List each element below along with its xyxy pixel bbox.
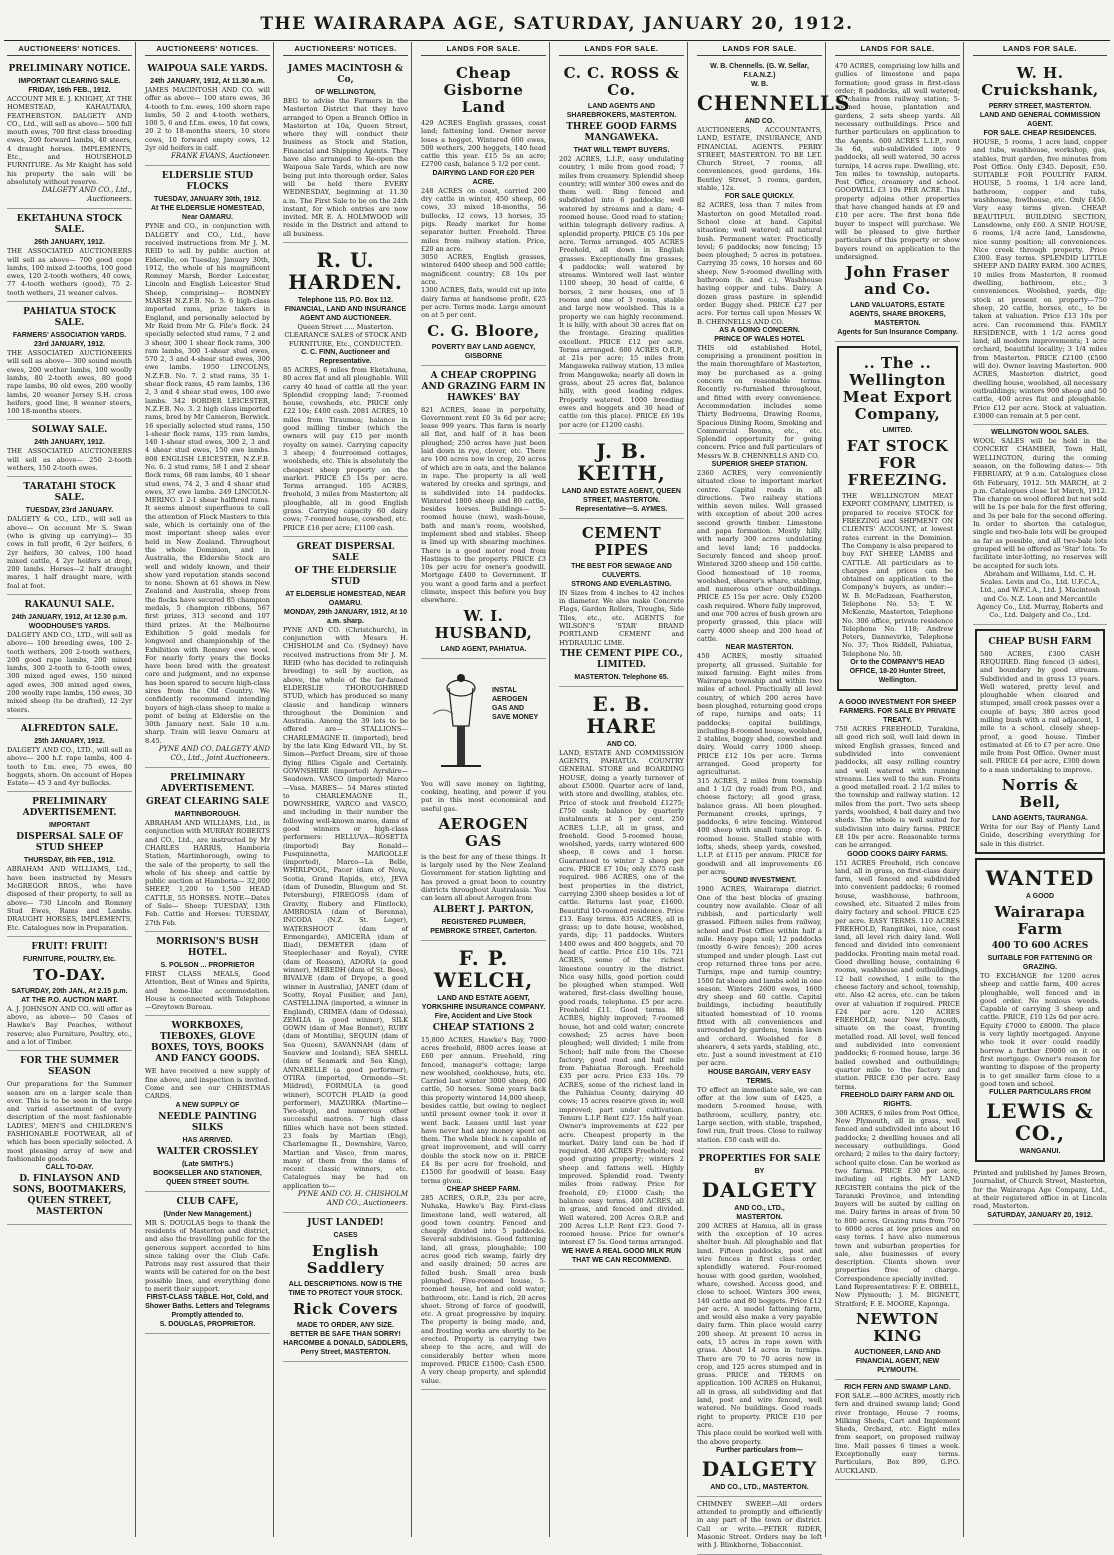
ad-body: 151 ACRES Freehold, rich concave land, all in grass, on first-class dairy farm, well fenced and subdivided into convenient paddocks; 6 roomed house, washhouse, bathroom, cowshed, etc. Situated 2 miles from dairy factory and school. PRICE £25 per acre. EASY TERMS. 110 ACRES FREEHOLD, Rangitikei, nice, coast land, all level rich dairy land. Well fenced and divided into convenient paddocks. Fronting main metal road. Good dwelling house, containing 6 rooms, washhouse and outbuildings, 12 bail cowshed, 1 mile to the cheese factory and school, township, etc. Also 42 acres, etc. can be taken over at valuation if required. PRICE £24 per acre. 120 ACRES FREEHOLD, near New Plymouth, situate on the coast, fronting metalled road. All level, well fenced and subdivided into convenient paddocks; 6 roomed house, large 36 bailed cowshed and outbuildings; quarter mile to the factory and station. PRICE £30 per acre. Easy terms.	[835, 858, 960, 1091]
ad-dispersal-stud-sheep	[7, 792, 132, 936]
ad-date: FRIDAY, 16th FEB., 1912.	[28, 87, 111, 94]
ad-signature: POVERTY BAY LAND AGENCY, GISBORNE	[431, 343, 536, 360]
ad-signature: BOOKSELLER AND STATIONER, QUEEN STREET SOUTH.	[153, 1169, 262, 1186]
ad-body: PYNE and CO., in conjunction with DALGETY and CO., Ltd., have received instructions from Mr J. M. REID to sell by public auction at Elderslie, on Tuesday, January 30th, 1912, the whole of his magnificent Romney Marsh, Border Leicester, Lincoln and English Leicester Stud Sheep, comprising— ROMNEY MARSH N.Z.F.B. No. 5. 6 high-class imported rams, prize takers in England, and personally selected by Mr Reid from Mr G. File's flock. 24 specially selected stud rams, 7 2 and 3 shear, 300 1 shear flock rams, 300 ram lambs, 300 1-shear stud ewes, 570 2, 3 and 4-shear stud ewes, 300 ewe lambs. 1950 LINCOLNS, N.Z.F.B. No. 7. 2 stud rams, 35 1-shear flock rams, 45 ram lambs, 136 2, 3 and 4 shear stud ewes, 100 ewe lambs. 342 BORDER LEICESTER, N.Z.F.B. No. 3. 2 high class imported rams, bred by Mr Cameron, Berwick. 16 specially selected stud rams, 150 1-shear flock rams, 135 ram lambs, 140 1-shear stud ewes, 300 2, 3 and 4 shear stud ewes, 150 ewe lambs. 808 ENGLISH LEICESTER, N.Z.F.B. No. 6. 2 stud rams, 58 1 and 2 shear flock rams, 68 ram lambs, 40 1 shear stud ewes, 74 2, 3 and 4 shear stud ewes, 37 ewe lambs. 249 LINCOLN-MERINO. 1 2-1 shear halfbred rams. It seems almost superfluous to call the attention of Flock Masters to this sale, which is certainly one of the most important sheep sales ever held in New Zealand. Throughout the whole Dominion, and in Australia, the Elderslie Stock are well and widely known, and their show yard reputation stands second to none. Shown at 61 shows in New Zealand and Australia, sheep from the flocks have secured 85 champion medals, 5 champion ribbons, 567 first prizes, 313 second and 107 third prizes. At the Melbourne Exhibition 5 gold medals for longwool and championship of the Exhibition with Romney ewe wool. For nearly forty years the flocks have been bred with the greatest care and judgment, and no expense has been spared to secure high-class sires from the Old Country. We confidently recommend intending buyers of high-class sheep to make a point of being at Elderslie on the 30th January next. Sale 10 a.m. sharp. Train will leave Oamaru at 8.45.	[145, 222, 270, 745]
ad-pahiatua	[7, 302, 132, 420]
masthead: THE WAIRARAPA AGE, SATURDAY, JANUARY 20, 1912.	[260, 14, 854, 34]
column-6	[694, 42, 851, 1550]
ad-signature: DALGETY AND CO., Ltd., Auctioneers.	[41, 186, 132, 204]
column-7	[832, 42, 964, 1537]
section-header: AUCTIONEERS' NOTICES.	[145, 42, 270, 56]
ad-subheading: A NEW SUPPLY OF	[175, 1101, 240, 1109]
ad-name: C. G. Bloore,	[427, 321, 540, 340]
ad-name: Norris & Bell,	[1001, 776, 1079, 812]
ad-body: MR S. DOUGLAS begs to thank the residents of Masterton and district, and also the travelling public for the generous support accorded to him since taking over the Club Cafe. Patrons may rest assured that their wants will be catered for on the best possible lines, and everything done to merit their support.	[145, 1218, 270, 1293]
ad-cheap-gisborne-land	[421, 59, 546, 366]
ad-subheading: FREEHOLD DAIRY FARM AND OIL RIGHTS.	[840, 1091, 955, 1108]
ad-body: DALGETY AND CO., LTD., will sell as above— 100 breeding ewes, 100 2-tooth wethers, 200 2-tooth wethers, 200 good rape lambs, 200 mixed lambs, 300 2-tooth to 6-tooth ewes, 300 mixed aged ewes, 150 mixed aged ewes, 300 mixed aged ewes, 200 woolly rape lambs, 150 ewes, 30 mixed sheep (to be drafted), 12 2yr steers.	[7, 630, 132, 714]
ad-body: ABRAHAM AND WILLIAMS, Ltd., in conjunction with MURRAY ROBERTS and CO., Ltd., are instructed by Mr CHARLES HARRIS, Hamboria Station, Martinborough, owing to the sale of the property, to sell the whole of his sheep and cattle by public auction at Hamboria— 32,000 SHEEP, 1,200 to 1,500 HEAD CATTLE, 55 HORSES. NOTE—Dates of Sale— Sheep: TUESDAY, 13th Feb. Cattle and Horses: TUESDAY, 27th Feb.	[145, 819, 270, 927]
ad-morrisons-hotel	[145, 932, 270, 1016]
ad-subheading: CALL TO-DAY.	[45, 1164, 94, 1172]
ad-subheading: LAND AND GENERAL COMMISSION AGENT.	[979, 112, 1101, 128]
ad-rakaunui	[7, 595, 132, 719]
ad-body: A. J. JOHNSON AND CO. will offer as above, as above— 50 Cases of Hawke's Bay Peaches, without reserve; also Furniture, Poultry, etc., and a lot of Timber.	[7, 1004, 132, 1046]
ad-heading: JAMES MACINTOSH & Co,	[287, 64, 404, 85]
ad-heading-large: GREAT CLEARING SALE	[145, 797, 270, 808]
ad-fp-welch	[421, 941, 546, 1390]
ad-body: ACCOUNT MR E. J. KNIGHT, AT THE HOMESTEAD, KAHAUTARA, FEATHERSTON. DALGETY AND CO., Ltd., will sell as above— 500 full mouth ewes, 700 first class breeding ewes, 200 forward lambs, 40 steers, 4 draught horses. IMPLEMENTS, Etc., and HOUSEHOLD FURNITURE. As Mr Knight has sold his property the sale will be absolutely without reserve.	[7, 95, 133, 186]
ad-representative: Representative—S. AYMES.	[575, 505, 668, 513]
ad-subheading: (Under New Management.)	[163, 1210, 252, 1218]
column-8	[970, 42, 1110, 1537]
section-header: LANDS FOR SALE.	[973, 42, 1107, 56]
ad-subheading: PERRY STREET, MASTERTON.	[988, 103, 1092, 110]
ad-subheading: SUPERIOR SHEEP STATION.	[711, 460, 808, 468]
columns	[4, 42, 1110, 1550]
ad-subheading: RICH FERN AND SWAMP LAND.	[844, 1383, 951, 1391]
ad-body: This place could be worked well with the above property.	[697, 1429, 822, 1446]
ad-date: 26th JANUARY, 1912.	[34, 239, 105, 247]
ad-club-cafe	[145, 1192, 270, 1335]
ad-heading: JUST LANDED!	[307, 1218, 384, 1229]
section-header: AUCTIONEERS' NOTICES.	[283, 42, 408, 56]
ad-heading: FOR THE SUMMER SEASON	[20, 1056, 119, 1078]
ad-subheading: FULLER PARTICULARS FROM	[989, 1089, 1091, 1097]
ad-heading: A CHEAP CROPPING AND GRAZING FARM IN HAWKES' BAY	[421, 370, 546, 403]
ad-heading: THREE GOOD FARMS MANGAWEKA.	[566, 122, 677, 143]
ad-solway	[7, 420, 132, 477]
ad-body: AUCTIONEERS, ACCOUNTANTS, LAND, ESTATE, INSURANCE, AND FINANCIAL AGENTS. PERRY STREET, MASTERTON. TO BE LET. Church Street, 7 rooms, all conveniences, good gardens, 16s. Bentley Street, 5 rooms, garden, stable, 12s.	[697, 126, 822, 193]
section-header: LANDS FOR SALE.	[697, 42, 822, 56]
ad-signature: MASTERTON. Telephone 65.	[574, 673, 669, 681]
ad-heading: PAHIATUA STOCK SALE.	[23, 307, 116, 329]
ad-body: 821 ACRES, lease in perpetuity, Government rent £0 3s 6d per acre; lease 999 years. This farm is nearly all flat, and half of it has been ploughed; 250 acres have just been laid down in rye, clover, etc. There are 100 acres now in crop, 20 acres of which are in oats, and the balance in rape. The property is all well watered by creeks and springs, and is subdivided into 14 paddocks. Wintered 1800 sheep and 80 cattle, besides horses. Buildings— 5-roomed house (new), wash-house, bath and man's room, woolshed, implement shed and stables. Sheep is lined up with shearing machines. There is a good motor road from Hastings to the property. PRICE £3 10s per acre for owner's goodwill. Mortgage £400 to Government. If you want a good farm and a perfect climate, inspect this before you buy elsewhere.	[421, 405, 546, 605]
ad-subheading: STRONG AND EVERLASTING.	[571, 580, 672, 588]
imprint	[973, 1166, 1107, 1224]
ad-heading: CHEAP STATIONS 2	[432, 1022, 535, 1033]
ad-cc-ross	[559, 59, 684, 434]
column-1	[4, 42, 136, 1537]
ad-great-dispersal-sale	[283, 537, 408, 1213]
ad-body: is the best for any of these things. It is largely used by the New Zealand Government for station lighting and has proved a great boon to country districts throughout Australasia. You can learn all about Aerogen from	[421, 852, 546, 903]
ad-place: MASTERTON.	[736, 1213, 783, 1221]
ad-heading: OF THE ELDERSLIE STUD	[294, 565, 397, 587]
ad-body: THE WELLINGTON MEAT EXPORT COMPANY, LIMITED, is prepared to receive STOCK for FREEZING and SHIPMENT ON CLIENTS' ACCOUNT, at lowest rates current in the Dominion. The Company is also prepared to buy FAT SHEEP, LAMBS and CATTLE. All particulars as to charges and prices can be obtained on application to the Company's buyers, as under:— W. B. McFadzean, Featherston, Telephone No. 53; T. W. McKenzie, Masterton, Telephone No. 306 office, private residence Telephone No. 118; Andrew Peters, Dannevirke, Telephone No. 37; Thos Riddell, Pahiatua, Telephone No. 50.	[842, 492, 953, 658]
ad-waipoua	[145, 59, 270, 166]
column-2	[142, 42, 274, 1537]
ad-body: 2360 ACRES, very conveniently situated close to important market centre. Capital roads in all directions. Two railway stations within seven miles. Well grassed with exception of about 200 acres second growth timber. Limestone and papa formation. Mostly hilly, with nearly 300 acres undulating and level land; 16 paddocks. Securely fenced and sheep proof. Wintered 3200 sheep and 150 cattle. Good homestead of 10 rooms, woolshed, shearer's whare, stabling, and numerous other outbuildings. PRICE £5 15s per acre. Only £5200 cash required. Where fully improved, and one 700 acres of bush grown are properly grassed, this place will carry 4000 sheep and 200 head of cattle.	[697, 468, 822, 643]
ad-wanted-farm	[975, 858, 1105, 1162]
ad-place: MADE TO ORDER, ANY SIZE. BETTER BE SAFE THAN SORRY!	[290, 1322, 401, 1339]
ad-signature: AUCTIONEER, LAND AND FINANCIAL AGENT, NEW PLYMOUTH.	[854, 1348, 941, 1374]
ad-subheading: LAND AND ESTATE AGENT, YORKSHIRE INSURANCE COMPANY. Fire, Accident and Live Stock	[421, 994, 546, 1020]
ad-signature: PYNE AND CO. H. CHISHOLM AND CO., Auctioneers.	[297, 1190, 408, 1208]
ad-body: FIRST CLASS MEALS, Good Attention, Best of Wines and Spirits, and home-like accommodation. House is connected with Telephone—Greytown Bureau.	[145, 969, 270, 1012]
ad-body: FOR SALE.—800 ACRES, mostly rich fern and drained swamp land; Good river frontage, House 7 rooms, Milking Sheds, Cart and Implement Sheds, Orchard, etc. Eight miles from seaport, on proposed railway line. Mail passes 6 times a week. Exceptionally easy terms. Particulars, Box 899, G.P.O. AUCKLAND.	[835, 1391, 960, 1475]
ad-english-saddlery	[283, 1213, 408, 1362]
ad-body: LAND, ESTATE AND COMMISSION AGENTS, PAHIATUA. COUNTRY GENERAL STORE and BOARDING HOUSE, doing a yearly turnover of about £5000. Quarter acre of land, with store and dwelling, stables, etc. Price of stock and freehold £1275; £750 cash; balance by quarterly instalments at 5 per cent. 250 ACRES L.I.P., all in grass, and freehold. Good 5-roomed house, woolshed, yards, carry wintered 600 sheep, 8 cows and 1 horse. Guaranteed to winter 2 sheep per acre. PRICE £7 10s; only £575 cash required. 986 ACRES, one of the best properties in the district, carrying 2300 sheep besides a lot of cattle. Returns last year, £1600. Beautiful 10-roomed residence. Price £13. Easy terms. 835 ACRES, all in grass; up to date house, woolshed, yards, dip; 11 paddocks. Winters 1400 ewes and 400 hoggets, and 70 head of cattle. Price £10 10s. 721 ACRES, some of the richest limestone country in the district. Nice easy hills, good portion could be ploughed when stumped. Well watered, first-class dwelling house, good roads, telephone. £5 per acre. Freehold £11. Good terms. 88 ACRES, highly improved; 7-roomed house, hot and cold water; concrete cowshed; 25 acres have been ploughed; well divided; 1 mile from School; half mile from the Cheese factory; good road and half mile from Pahiatua Borough. Freehold £35 per acre. Price £33 10s. 79 ACRES, some of the richest land in the Pahiatua County, dairying 40 cows; 15 acres reserve given in; well improved; part under cultivation. Tenure L.I.P. Rent £27. 15s half year. Owner's improvements at £22 per acre. Cheapest property in the market. Dairy land can be had if required. 400 ACRES Freehold; real good grazing property; winters 2 sheep and fattens well. Highly improved. Splendid road. Twenty miles from railway. Price for freehold, £9; £1000 Cash; the balance easy terms. 400 ACRES, all in grass, and fenced and divided. Well watered. 200 Acres O.R.P. and 200 Acres L.I.P. Rent £23. Good 7-roomed house. Price for owner's interest £7 5s. Good terms arranged.	[559, 748, 684, 1247]
ad-james-macintosh	[283, 59, 408, 243]
ad-subheading: DAIRYING LAND FOR £20 PER ACRE.	[432, 169, 535, 186]
section-header: LANDS FOR SALE.	[559, 42, 684, 56]
ad-subheading: AND CO.	[744, 118, 775, 125]
ad-signature: FRANK EVANS, Auctioneer.	[171, 152, 270, 161]
ad-alfredton	[7, 719, 132, 792]
ad-heading-large: Wairarapa Farm	[994, 902, 1086, 938]
ad-subheading: CASES	[333, 1232, 358, 1240]
ad-heading-large: NEEDLE PAINTING SILKS	[158, 1111, 257, 1133]
ad-heading-large: John Fraser and Co.	[845, 263, 950, 299]
ad-subheading: OF WELLINGTON,	[315, 89, 376, 96]
ad-name: DALGETY	[701, 1456, 818, 1481]
ad-date: SATURDAY, 20th JAN., At 2.15 p.m.	[11, 987, 128, 995]
ad-date: 23rd JANUARY, 1912.	[34, 341, 105, 349]
ad-signature: Abraham and Williams, Ltd. C. H. Scales. Levin and Co., Ltd. U.F.C.A., Ltd., and W.F.C.A., Ltd. J. Macintosh and Co. N.Z. Loan and Mercantile Agency Co., Ltd. Murray, Roberts and Co., Ltd. Dalgety and Co., Ltd.	[976, 569, 1104, 620]
ad-cruickshank	[973, 59, 1107, 425]
ad-aerogen-gas	[421, 659, 546, 941]
ad-signature: LAND AGENT, PAHIATUA.	[440, 645, 527, 653]
ad-signature: C. C. FINN, Auctioneer and Representative.	[301, 348, 390, 365]
section-header: LANDS FOR SALE.	[421, 42, 546, 56]
ad-subheading: AND CO., LTD.,	[734, 1204, 785, 1212]
ad-signature: WE HAVE A REAL GOOD MILK RUN THAT WE CAN RECOMMEND.	[562, 1247, 681, 1264]
ad-heading-large: .. The .. Wellington Meat Export Company,	[842, 354, 953, 424]
ad-body: 1900 ACRES, Wairarapa district. One of the best blocks of grazing country now available. Clear of all rubbish, and particularly well grassed. Fifteen miles from railway, school and Post Office within half a mile. Heavy papa soil; 12 paddocks (mostly 6-wire fences); 200 acres stumped and under plough. Last cut crop returned three tons per acre. Turnips, rape and turnip country; 1500 fat sheep and lambs sold in one season. Winters 2600 ewes, 1600 dry sheep and 60 cattle. Capital buildings, including beautifully situated homestead of 10 rooms fitted with all conveniences and surrounded by gardens, tennis lawn and orchard. Woolshed for 8 shearers, 4 sets yards, stabling, etc., etc. Just a sound investment at £10 per acre.	[697, 885, 822, 1068]
ad-heading-large: FAT STOCK FOR FREEZING.	[846, 437, 949, 490]
ad-heading-large: CHENNELLS	[697, 91, 851, 115]
ad-listings: 85 ACRES, 6 miles from Eketahuna, 80 acres flat and all ploughable. Will carry 40 head of cattle all the year. Splendid cropping land; 7-roomed house, cowsheds, etc. PRICE only £22 10s; £400 cash. 2081 ACRES, 10 miles from Tiraumea; balance in good milling timber (which the owners will pay £15 per month royalty on same). Carrying capacity 3 sheep; 4 fourroomed cottages, woolsheds, etc. This is absolutely the cheapest sheep property on the market. PRICE £5 15s per acre. Terms arranged. 105 ACRES, freehold, 3 miles from Masterton; all ploughable, all in good English grass. Carrying capacity 60 dairy cows; 7-roomed house, cowshed, etc. PRICE £16 per acre; £1100 cash.	[283, 365, 408, 532]
ad-subheading: WOODHOUSE'S YARDS.	[28, 622, 111, 630]
ad-name: ALBERT J. PARTON,	[433, 904, 534, 915]
ad-heading-large: CEMENT PIPES	[581, 523, 662, 559]
ad-elderslie-flocks	[145, 166, 270, 768]
ad-subheading: NEAR MASTERTON.	[725, 644, 794, 652]
ad-body: TO EXCHANGE for 1200 acres sheep and cattle farm, 400 acres ploughable, well fenced and in good order. No noxious weeds. Capable of carrying 3 sheep and cattle. PRICE, £10 12s 6d per acre. Equity £7000 to £8000. The place is very lightly mortgaged. Anyone who took it over could readily borrow a further £9000 on it on first mortgage. Owner's reason for wanting to dispose of the property is to get smaller farm close to a good town and school.	[980, 971, 1100, 1088]
ad-subheading: FARMERS' ASSOCIATION YARDS.	[12, 332, 127, 340]
ad-heading-large: AEROGEN GAS	[438, 814, 529, 850]
ad-heading: PRELIMINARY ADVERTISEMENT.	[22, 797, 117, 819]
ad-taratahi	[7, 477, 132, 595]
ad-heading-large: English Saddlery	[306, 1242, 385, 1278]
illustration-caption: INSTAL AEROGEN GAS AND SAVE MONEY	[492, 686, 539, 721]
ad-subheading: SOUND INVESTMENT.	[722, 877, 797, 885]
ad-subheading: THAT WILL TEMPT BUYERS.	[573, 147, 670, 154]
ad-subheading: WELLINGTON WOOL SALES.	[991, 429, 1089, 437]
ad-subheading: W. B.	[750, 81, 769, 88]
ad-cheap-bush-farm	[975, 629, 1105, 854]
ad-date: 24th JANUARY, 1912.	[34, 439, 105, 447]
ad-chimney-sweep	[697, 1497, 822, 1555]
ad-heading-large: E. B. HARE	[586, 691, 657, 738]
ad-note: Agents for Sun Insurance Company.	[837, 329, 958, 337]
ad-cheap-cropping-farm	[421, 366, 546, 659]
ad-body: THE ASSOCIATED AUCTIONEERS will sell as above— 250 2-tooth wethers, 150 2-tooth ewes.	[7, 447, 132, 473]
ad-subheading: GOOD COOKS DAIRY FARMS.	[847, 850, 948, 858]
ad-body: 200 ACRES at Hamua, all in grass with the exception of 10 acres shelter bush. All ploughable and flat land. Fifteen paddocks, post and wire fences in first class order, splendidly watered. Four-roomed house with good garden, woolshed, whare, cowshed. Access good, and close to school. Winters 300 ewes, 140 cattle and 80 hoggets. Price £12 per acre. A model fattening farm, and would also make a very payable dairy farm. Thin place would carry 200 sheep. At present 10 acres in oats, 15 acres in rape sown with grass. About 14 acres in turnips. There are 70 to 70 acres now in crop, and 125 acres stumped and in grass. PRICE and TERMS on application. 100 ACRES on Hukanui, all in grass, all subdividing and flat land, post and wire fenced, well watered. No buildings. Good roads right to property. PRICE £10 per acre.	[697, 1221, 822, 1429]
ad-contact: Telephone 115. P.O. Box 112.	[297, 297, 394, 305]
ad-body: ALL DESCRIPTIONS. NOW IS THE TIME TO PROTECT YOUR STOCK.	[288, 1281, 403, 1298]
imprint-date: SATURDAY, JANUARY 20, 1912.	[987, 1211, 1093, 1219]
ad-body: You will save money on lighting, cooking, heating, and power if you put in this most economical and useful gas.	[421, 779, 546, 813]
ad-heading-large: R. U. HARDEN.	[288, 248, 403, 295]
section-header: AUCTIONEERS' NOTICES.	[7, 42, 132, 56]
ad-subheading: LIMITED.	[882, 427, 913, 435]
ad-subheading: LAND AND ESTATE AGENT, QUEEN STREET, MASTERTON.	[561, 487, 681, 504]
ad-name: W. I. HUSBAND,	[434, 606, 533, 642]
ad-subheading: FOR SALE. CHEAP RESIDENCES.	[983, 130, 1097, 137]
ad-heading: WORKBOXES, TIEBOXES, GLOVE BOXES, TOYS, BOOKS AND FANCY GOODS.	[151, 1021, 264, 1065]
ad-place: AT THE P.O. AUCTION MART.	[21, 996, 118, 1004]
ad-subheading: CHEAP SHEEP FARM.	[446, 1185, 521, 1193]
ad-wellington-meat-export	[837, 346, 958, 691]
ad-name: Rick Covers	[293, 1300, 398, 1319]
ad-body: 450 ACRES, mostly situated property, all grassed. Suitable for mixed farming. Eight miles from Wairarapa township and within two miles of school. Practically all level country, of which 200 acres have been ploughed, returning good crops of rape, turnips and oats; 11 paddocks; capital buildings, including 8-roomed house, woolshed, 2 stables, buggy shed, cowshed and dairy. Would carry 1000 sheep. PRICE £12 10s per acre. Terms arranged. Good property for agriculturist.	[697, 652, 822, 777]
ad-subheading: AS A GOING CONCERN.	[719, 326, 800, 334]
ad-body: JAMES MACINTOSH AND CO. will offer as above— 100 store ewes, 36 4-tooth to f.m. ewes, 100 shorn rape lambs, 50 2 and 4-tooth wethers, 100 5, 6 and f.f.m. ewes, 10 fat cows, 20 2 to 18-months steers, 10 store cows, 10 forward empty cows, 12 2yr old heifers in calf.	[145, 86, 270, 153]
ad-body: 300 ACRES, 6 miles from Post Office, New Plymouth, all in grass, well fenced and subdivided into about 16 paddocks; 2 dwelling houses and all necessary outbuildings. Good orchard; 2 miles to the dairy factory; school quite close. Can be worked as two farms. PRICE £30 per acre, including oil rights. MY LAND REGISTER contains the pick of the Taranaki Province, and intending buyers will be suited by calling on me. Dairy farms in areas of from 50 to 800 acres. Grazing runs from 750 to 6000 acres at low prices and on easy terms. I have also numerous town and suburban properties for sale, also businesses of every description. Clients shown over properties free of charge. Correspondence specially invited.	[835, 1108, 960, 1283]
ad-name: NEWTON KING	[856, 1309, 939, 1345]
ad-great-clearing-sale	[145, 768, 270, 932]
ad-proprietor: S. POLSON ... PROPRIETOR	[160, 961, 255, 969]
ad-signature: AND CO., LTD., MASTERTON.	[710, 1483, 809, 1491]
ad-subheading: AND CO.	[606, 740, 637, 748]
ad-subheading: LAND AGENTS, TAURANGA.	[992, 815, 1088, 823]
ad-heading: PRELIMINARY NOTICE.	[8, 64, 131, 74]
ad-heading: MORRISON'S BUSH HOTEL.	[156, 936, 259, 958]
ad-body: DALGETY & CO., LTD., will sell as above— On account Mr S. Swan (who is giving up carrying)— 35 cows in full profit, 6 2yr heifers, 6 2yr heifers, 30 calves, 100 head mixed cattle, 4 2yr heifers at drop, 200 lambs. Horses—2 half draught mares, 1 half draught mare, with foal at foot.	[7, 515, 132, 590]
ad-subheading: HOUSE BARGAIN, VERY EASY TERMS.	[707, 1068, 812, 1085]
ad-body: 580 ACRES, £300 CASH REQUIRED. Ring fenced (3 sides), and boundary by good stream. Subdivided and in grass 13 years. Well watered, pretty level and ploughable when cleared and stumped, small creek passes over a couple of bays; 380 acres good milling bush with a rail adjacent, 1 mile to a school, closely sheep-proof, a good house. Timber estimated at £6 to £7 per acre. One mile from Post Office. Owner must sell. PRICE £4 per acre, £300 down to a man undertaking to improve.	[980, 649, 1100, 774]
ad-body: THE ASSOCIATED AUCTIONEERS will sell as above— 300 sound mouth ewes, 200 wether lambs, 100 woolly lambs, 80 2-tooth ewes, 80 good rape lambs, 80 old ewes, 200 woolly lambs, 20 weaner Jersey S.H. cross heifers, good line, 8 weaner steers, 100 18-months steers.	[7, 349, 132, 416]
ad-name: WALTER CROSSLEY	[156, 1146, 259, 1157]
ad-subheading: IMPORTANT	[48, 822, 91, 830]
ad-acreage: 400 TO 600 ACRES	[991, 940, 1089, 951]
ad-heading: GREAT DISPERSAL SALE	[296, 541, 395, 563]
ad-heading-large: J. B. KEITH,	[577, 438, 666, 485]
ad-body: 285 ACRES, O.R.P., 23s per acre, Nuhaka, Hawke's Bay. First-class limestone land, well watered, all good town country. Fenced and cheaply divided into 5 paddocks. Several subdivisions. Good fattening land, all grass, ploughable; 100 acres good rich swamp, fairly dry and easily drained; 50 acres are felled bush. Small area bush ploughed. Five-roomed house, 5-roomed house, hot and cold water, bathroom, etc. Land is rich, 20 acres shoot. Strong of force of goodwill, etc. A great progressive by inquiry. The property is being made, and, and frosting works are shortly to be erected. Property is carrying two sheep to the acre, and will do considerably better when more improved. PRICE £1500; Cash £500. A very cheap property, and splendid value.	[421, 1193, 546, 1385]
column-3	[280, 42, 412, 1537]
ad-heading-large: C. C. ROSS & Co.	[563, 64, 680, 99]
ad-body: HOUSE, 5 rooms, 1 acre land, copper and tubs, washhouse, workshop, gas, stables, fruit garden, five minutes from Post Office. Only £345. Deposit, £50. SUITABLE FOR POULTRY FARM. HOUSE, 5 rooms, 1 1/4 acre land, bathroom, copper and tubs, washhouse, fowlhouse, etc. Only £450. Very easy terms given. CHEAP. BEAUTIFUL BUILDING SECTION, Lansdowne, only £60. A SNIP. HOUSE, 6 rooms, 1/4 acre land, Lansdowne, nice sunny position; all conveniences. Nice creek through property. Price £300. Easy terms. SPLENDID LITTLE SHEEP AND DAIRY FARM. 300 ACRES, 10 miles from Masterton, 8 roomed dwelling, bathroom, etc.; 3 conveniences. Woolshed, yards, dip; stock at present on property—750 sheep, 20 cattle, horses, etc., to be taken at valuation. Price £13 10s per acre. Can recommend this. FAMILY RESIDENCE, with 1 1/2 acres good land; all modern improvements; 1 acre orchard, beautiful locality; 3 1/4 miles from Masterton. PRICE £2100 (£500 will do). Owner leaving Masterton. 900 ACRES, Masterton district, good dwelling house, woolshed, all necessary outbuildings; winters 900 sheep and 50 cattle, 400 acres flat and ploughable. Price £12 per acre. Stock at valuation. £3000 can remain at 5 per cent.	[973, 138, 1107, 420]
ad-body: 202 ACRES, L.I.P., easy undulating country, 1 mile from good road; 7 miles from creamery. Splendid sheep country; will winter 300 ewes and do them well. Ring fenced and subdivided into 6 paddocks; well watered by streams and a dam; 4-roomed house. Good road to station; within telegraph delivery radius. A splendid property. PRICE £5 10s per acre. Terms arranged. 405 ACRES Freehold, all down in English grasses. Exceptionally fine grasses; 4 paddocks; well watered by streams. Wintered well last winter 1100 sheep, 30 head of cattle, 6 horses, 2 new houses, one of 5 rooms and one of 3 rooms, stable and large new woolshed. This is a property we can highly recommend. It is hilly, with about 30 acres flat on the frontage. Grazing qualities excellent. PRICE £12 per acre. Terms arranged. 600 ACRES O.R.P., at 21s per acre; 15 miles from Mangaweka railway station, 13 miles from Mangaweka; nearly all down in grass, about 25 acres flat, balance hilly, with good leading ridges. Properly watered. 1000 breeding ewes and hoggets and 30 head of cattle (on this place). PRICE £6 10s per acre (or £1200 cash).	[559, 155, 684, 429]
ad-heading-large: F. P. WELCH,	[433, 945, 534, 992]
ad-summer-season	[7, 1051, 132, 1225]
ad-date: TUESDAY, JANUARY 30th, 1912.	[153, 196, 262, 204]
ad-heading-large: WANTED	[985, 865, 1095, 890]
ad-representatives: Land Representatives: F. E. OBBELL, New Plymouth; J. M. BIGNETT, Stratford; F. E. MOORE, Kaponga.	[835, 1283, 960, 1308]
ad-signature: S. DOUGLAS, PROPRIETOR.	[159, 1321, 256, 1329]
ad-subheading: MARTINBOROUGH.	[174, 811, 241, 819]
ad-signature: Or to the COMPANY'S HEAD OFFICE, 18-20 Hunter Street, Wellington.	[849, 659, 946, 685]
ad-body: DALGETY AND CO., LTD., will sell as above— 200 h.f. rape lambs, 400 4-tooth to f.m. ewe, 75 ewes, 80 hoggets, shorn. On account of Hopes Estate— 45 3 and 4yr bullocks.	[7, 745, 132, 788]
ad-signature: HARCOMBE & DONALD, SADDLERS, Perry Street, MASTERTON.	[283, 1340, 408, 1357]
ad-walter-crossley	[145, 1016, 270, 1191]
ad-heading-large: DISPERSAL SALE OF STUD SHEEP	[16, 832, 123, 854]
ad-subheading: FINANCIAL, LAND AND INSURANCE AGENT AND AUCTIONEER.	[284, 306, 407, 323]
ad-heading: EKETAHUNA STOCK SALE.	[16, 214, 123, 236]
ad-body: 82 ACRES, less than 7 miles from Masterton on good Metalled road. School close at hand. Capital situation; well watered; all natural bush. Permanent water. Practically level; 6 paddocks; now fencing; 15 been ploughed; 5 acres in potatoes. Carrying 35 cows, 10 horses and 60 sheep. New 5-roomed dwelling with bathroom (h. and c.). Washhouse having copper and tubs. Dairy. A dozen grass pasture in splendid order. Buggy shed. PRICE £27 per acre. For terms call upon Messrs W. B. CHENNELLS AND CO.	[697, 201, 822, 326]
ad-place: WANGANUI.	[1019, 1148, 1061, 1156]
ad-date: MONDAY, 29th JANUARY, 1912, At 10 a.m. sharp.	[284, 608, 407, 625]
ad-place: HAS ARRIVED.	[182, 1136, 233, 1144]
ad-subheading: Further particulars from—	[716, 1446, 803, 1454]
column-4	[418, 42, 550, 1537]
ad-jb-keith	[559, 434, 684, 519]
ad-heading: PROPERTIES FOR SALE	[698, 1153, 821, 1164]
ad-subheading: BY	[754, 1167, 765, 1175]
ad-heading-large: DALGETY	[701, 1177, 818, 1202]
ad-body: BEG to advise the Farmers in the Masterton District that they have arranged to Open a Branch Office in Masterton at 10a, Queen Street, where they will conduct their business as Stock and Station, Financial and Shipping Agents. They have also arranged to Re-open the Waipoua Sale Yards, which are now being put into thorough order. Sales will be held there EVERY WEDNESDAY, beginning at 11.30 a.m. The First Sale to be on the 24th instant, for which entries are now invited. MR E. A. HOLMWOOD will reside in the District and attend to all business.	[283, 97, 408, 238]
ad-eb-hare	[559, 687, 684, 1270]
ad-body: THE ASSOCIATED AUCTIONEERS will sell as above— 700 good cope lambs, 100 mixed 2-tooths, 100 good ewes, 120 2-tooth wethers, 40 cows, 77 4-tooth wethers (good), 75 2-tooth wethers, 21 weaner calves.	[7, 247, 132, 297]
gas-lamp-illustration	[423, 666, 544, 776]
ad-date: 24th JANUARY, 1912, At 11.30 a.m.	[150, 78, 265, 85]
ad-heading: ELDERSLIE STUD FLOCKS	[161, 171, 254, 193]
ad-date: TUESDAY, 23rd JANUARY.	[25, 507, 114, 515]
ad-date: THURSDAY, 8th FEB., 1912.	[23, 857, 116, 865]
column-5	[556, 42, 688, 1537]
ad-subheading: PRINCE OF WALES HOTEL	[714, 335, 805, 343]
ad-subheading: LAND AGENTS AND SHAREBROKERS, MASTERTON.	[566, 103, 677, 119]
ad-good-investment	[835, 695, 960, 1380]
ad-subheading: A GOOD	[1025, 892, 1055, 900]
ad-date: 24th JANUARY, 1912, At 12.30 p.m.	[11, 613, 128, 621]
ad-body: THIS old established Hotel, comprising a prominent position in the main thoroughfare of Masterton, may be purchased as a going concern on reasonable terms. Recently re-furnished throughout, and fitted with every convenience. Accommodation includes some Thirty Bedrooms, Drawing Rooms, Spacious Dining Room, Smoking and Commercial Rooms, etc., etc. Splendid opportunity for going concern. Price and full particulars of Messrs W. B. CHENNELLS AND CO.	[697, 343, 822, 460]
ad-body: Write for our Bay of Plenty Land Guide, describing everything for sale in this district.	[980, 823, 1100, 848]
ad-signature: REGISTERED PLUMBER, PEMBROKE STREET, Carterton.	[430, 918, 537, 935]
ad-place: AT ELDERSLIE HOMESTEAD, NEAR OAMARU.	[285, 590, 406, 607]
ad-subheading: A GOOD INVESTMENT FOR SHEEP FARMERS. FOR SALE BY PRIVATE TREATY.	[838, 699, 957, 725]
ad-wellington-wool-sales	[973, 425, 1107, 625]
ad-subheading: FOR SALE QUICKLY.	[724, 193, 795, 201]
ad-preliminary-notice	[7, 59, 132, 209]
ad-subheading: THE BEST FOR SEWAGE AND CULVERTS.	[571, 562, 672, 579]
ad-place: At THE ELDERSLIE HOMESTEAD, Near OAMARU.	[150, 205, 265, 222]
ad-cement-pipes	[559, 519, 684, 687]
ad-body: CHIMNEY SWEEP.—All orders attended to promptly and efficiently in any part of the town or district. Call or write.—PETER RIDER, Masonic Street. Orders may be left with J. Blinkhorne, Tobacconist.	[697, 1499, 822, 1550]
ad-name-note: (Late SMITH'S.)	[181, 1160, 234, 1168]
ad-signature: D. FINLAYSON AND SONS, BOOTMAKERS, QUEEN STREET, MASTERTON	[12, 1174, 127, 1218]
ad-heading-large: Cheap Gisborne Land	[443, 64, 524, 116]
ad-heading: RAKAUNUI SALE.	[24, 599, 115, 610]
section-header: LANDS FOR SALE.	[835, 42, 960, 56]
ad-chennells	[697, 59, 851, 1149]
ad-body: 470 ACRES, comprising low hills and gullies of limestone and papa formation; good grass in first-class order; 8 paddocks, all well watered; 15 chains from railway station; 5-roomed house, plantation and gardens, 2 sets sheep yards. All necessary outbuildings. Price and further particulars on application to the Agents. 600 ACRES L.I.P., rent 3s 6d, sub-subdivided into 9 paddocks, all well watered, 30 acres turnips, 14 acres rape. Dwelling, etc. Ten miles to township, autoparts. Post Office, creamery and school. GOODWILL £3 10s PER ACRE. This property adjoins other properties that have changed hands at £9 and £10 per acre. The first bona fide buyer to inspect will purchase. We will be pleased to give further particulars of this property or show buyers round on application to the undersigned.	[835, 62, 960, 261]
ad-subheading: FURNITURE, POULTRY, Etc.	[23, 955, 116, 963]
ad-body: Our preparations for the Summer season are on a larger scale than ever. This is to be seen in the large and varied assortment of every description of the most fashionable LADIES', MEN'S and CHILDREN'S FASHIONABLE FOOTWEAR, all of which has been specially selected. A most pleasing array of new and fashionable goods.	[7, 1080, 132, 1163]
ad-body: 315 ACRES, 2 miles from township and 1 1/2 (by road) from P.O., and cheese factory; all good grass, balance grass. All been ploughed. Permanent creeks, springs, 7 paddocks, 6 wire fencing. Wintered 400 sheep with small tump crop. 6-roomed house. Stalled stable with lofts, sheds, sheep yards, cowshed, L.I.P. at £115 per annum. PRICE for goodwill and all improvements £6 per acre.	[697, 776, 822, 876]
ad-dalgety-properties	[697, 1149, 822, 1497]
ad-heading: ALFREDTON SALE.	[20, 723, 119, 734]
ad-subheading: IMPORTANT CLEARING SALE.	[18, 78, 121, 85]
ad-body: WE have received a new supply of fine above, and inspection is invited. Come and see our CHRISTMAS CARDS.	[145, 1067, 270, 1101]
ad-heading-large: W. H. Cruickshank,	[981, 64, 1099, 99]
ad-heading: TARATAHI STOCK SALE.	[23, 482, 116, 504]
ad-name: THE CEMENT PIPE CO., LIMITED.	[560, 648, 683, 670]
ad-heading: CHEAP BUSH FARM	[988, 636, 1092, 647]
masthead-rule	[4, 40, 1110, 41]
ad-john-fraser	[835, 59, 960, 342]
ad-name: LEWIS & CO.,	[986, 1099, 1094, 1146]
imprint-text: Printed and published by James Brown, Journalist, of Church Street, Masterton, for the Wairarapa Age Company, Ltd., at their registered office in at Lincoln road, Masterton.	[973, 1169, 1107, 1211]
ad-heading-large: TO-DAY.	[33, 965, 106, 984]
ad-body: TO effect an immediate sale, we can offer at the low sum of £425, a modern 5-roomed house, with bathroom, scullery, pantry, etc. Large section, with stable, trapshed, fowl run, fruit trees. Close to railway station. £50 cash will do.	[697, 1085, 822, 1144]
ad-subheading: LAND VALUATORS, ESTATE AGENTS, SHARE BROKERS, MASTERTON.	[849, 302, 946, 328]
ad-body: 3050 ACRES, English grasses, wintered 6400 sheep and 500 cattle; magnificent country; £8 10s per acre.	[421, 253, 546, 287]
ad-subheading: FIRST-CLASS TABLE. Hot, Cold, and Shower Baths. Letters and Telegrams Promptly attended to.	[145, 1294, 270, 1320]
ad-body: 429 ACRES English grasses, coast land; fattening land. Owner never loses a hogget. Wintered 600 ewes, 500 wethers, 200 hoggets, 140 head cattle this year. £15 5s an acre; £2700 cash, balance 5 1/2 per cent.	[421, 119, 546, 169]
ad-heading: WAIPOUA SALE YARDS.	[147, 64, 268, 74]
ad-body: 248 ACRES on coast, carried 200 dry cattle in winter, 450 sheep, 66 cows, 33 mixed 18-months, 56 bullocks, 12 cows, 13 horses, 35 pigs. Ready market for home separator butter. Freehold. Three miles from railway station. Price, £20 an acre.	[421, 186, 546, 253]
ad-body: WOOL SALES will be held in the CONCERT CHAMBER, Town Hall, WELLINGTON, during the coming season, on the following dates:— 5th FEBRUARY, at 9 a.m. Catalogues close 6th February, 1912. 5th MARCH, at 2 p.m. Catalogues close 1st March, 1912. The charge on wool offered but not sold will be 1s per bale for the first offering, and 3s per bale for the second offering. In order to shorten the catalogue, single and two-bale lots will be grouped as far as possible, and all two-bale lots grouped will be offered as 'Star' lots. To facilitate inter-lotting, no reserves will be accepted for such lots.	[973, 437, 1107, 570]
ad-subheading: SUITABLE FOR FATTENING OR GRAZING.	[987, 954, 1093, 971]
ad-heading: PRELIMINARY ADVERTISEMENT.	[160, 773, 255, 795]
ad-fruit	[7, 937, 132, 1051]
ad-heading: SOLWAY SALE.	[31, 425, 108, 436]
ad-body: 750 ACRES FREEHOLD, Turakina, all good rich soil, well laid down in mixed English grasses, fenced and subdivided into convenient paddocks, all easy rolling country and well watered with running streams. Lies well to the sun. Fronts a good metalled road. 2 1/2 miles to the township and railway station. 12 miles from the port. Two sets sheep yards, woolshed, 4 bail dairy and two sheds. The whole is well suited for subdivision into dairy farms. PRICE £8 10s per acre. Reasonable terms can be arranged.	[835, 725, 960, 850]
ad-body: IN Sizes from 4 inches to 42 inches in diameter. We also make Concrete Flags, Garden Rollers, Troughs, Side Tiles, etc., etc. AGENTS for WILSON'S 'STAR' BRAND PORTLAND CEMENT and HYDRAULIC LIME.	[559, 588, 684, 647]
ad-eketahuna	[7, 209, 132, 302]
ad-signature: PYNE AND CO. DALGETY AND CO., Ltd., Joint Auctioneers.	[158, 745, 270, 763]
ad-heading: CLUB CAFE,	[176, 1196, 239, 1207]
ad-body: Queen Street ..... Masterton. CLEARANCE SALES of STOCK AND FURNITURE, Etc., CONDUCTED.	[284, 323, 407, 348]
ad-body: ABRAHAM AND WILLIAMS, Ltd., have been instructed by Messrs McGREGOR BROS., who have disposed of their property, to sell as above— 730 Lincoln and Romney Stud Ewes, Rams and Lambs. DRAUGHT HORSES, IMPLEMENTS, Etc. Catalogues now in Preparation.	[7, 865, 132, 932]
ad-body: PYNE AND CO. (Christchurch), in conjunction with Messrs H. CHISHOLM and Co. (Sydney) have received instructions from Mr J. M. REID (who has decided to relinquish breeding) to sell by auction, as above, the whole of the far-famed ELDERSLIE THOROUGHBRED STUD, which has produced so many classic and handicap winners throughout the Dominion and Australia. Among the 39 lots to be offered are— STALLIONS— CHARLEMAGNE II. (imported), bred by the late King Edward VII., by St. Simon—Perfect Dream, sire of those flying fillies Cigale and Certainly. GOWNSHIRE (imported) Ayrshire—Seadown. VASCO (imported) Marco—Vasa. MARES— 54 Mares stinted to CHARLEMAGNE II., DOWNSHIRE, VARCO and VASCO, and including in their number the following well-known mares, dams of good winners or high-class performers: HELLUVA—ROSETTA (imported) Bay Ronald—Fusquinnetta, MARGOLLE (imported), Marco—La Belle, WHIRLPOOL, Pacer (dam of Nova, Scotia, Grand Rapids, etc), JEVA (dam of Dunedin, Bluegum and St. Petersburg), FIREGOSS (dam of Gravity, Rubery and Flintlock), AMBROSIA (dam of Berenna), INCODA (N.Z. St. Leger), WATERSHOOT (dam of Ermengarde), AMICERA (dam of Iliad), DEMETER (dam of Steeplechaser and Royal), CYRE (dam of Reason), ADORA (a good winner), MEREDH (dam of St. Bees), BIVALVE (dam of Dryope, a good winner in Australia), JANET (dam of Scotty, Royal Fusilier, and Jan), CASTELLINA (imported, a winner in England), CRIMEA (dam of Odessa), ZEMLIA (a good winner), SILK GOWN (dam of Mae Bonnet), RUBY (dam of Montilla), SEQUIN (dam of Sea Queen), SAVANNAH (dam of Seaview and Iceland), SEA SHELL (dam of Seamark and Sea King), ANNABELLE (a good performer), OTIRA (imported, Ormonde—St. Mildred), FORMULA (a good winner), SCOTCH PLAID (a good performer), MAZURKA (Martine—Two-step), and numerous other successful matrons. 7 high class fillies which have not been stinted. 23 foals by Martian (Eng), Charlemagne II., Downshire, Varco, Martian and Vasco, from mares, many of them from the dams of recent classic winners, etc. Catalogues may be had on application to—	[283, 625, 408, 1190]
ad-contact: W. B. Chennells. (G. W. Sellar, F.I.A.N.Z.)	[710, 63, 809, 79]
ad-rich-fern-land	[835, 1380, 960, 1480]
ad-ru-harden	[283, 243, 408, 537]
ad-date: 25th JANUARY, 1912.	[34, 737, 105, 745]
ad-body: 1300 ACRES, flats, would cut up into dairy farms at handsome profit. £25 per acre. Terms made. Large amount on at 5 per cent.	[421, 286, 546, 320]
ad-heading: FRUIT! FRUIT!	[31, 941, 108, 952]
ad-body: 15,800 ACRES, Hawke's Bay, 7000 acres freehold, 8800 acres lease at £60 per annum. Freehold, ring fenced, manager's cottage; large new woolshed, cookhouse, huts, etc. Carried last winter 3000 sheep, 600 cattle, 50 horses. Some years back this property wintered 14,000 sheep, besides cattle, but owing to neglect until present owner took it over it went back. Leases until last year have never had any money spent on them. The whole block is capable of great improvement, and will carry double the stock now on it. PRICE £4 8s per acre for freehold, and £1500 for goodwill of lease. Easy terms given.	[421, 1035, 546, 1185]
